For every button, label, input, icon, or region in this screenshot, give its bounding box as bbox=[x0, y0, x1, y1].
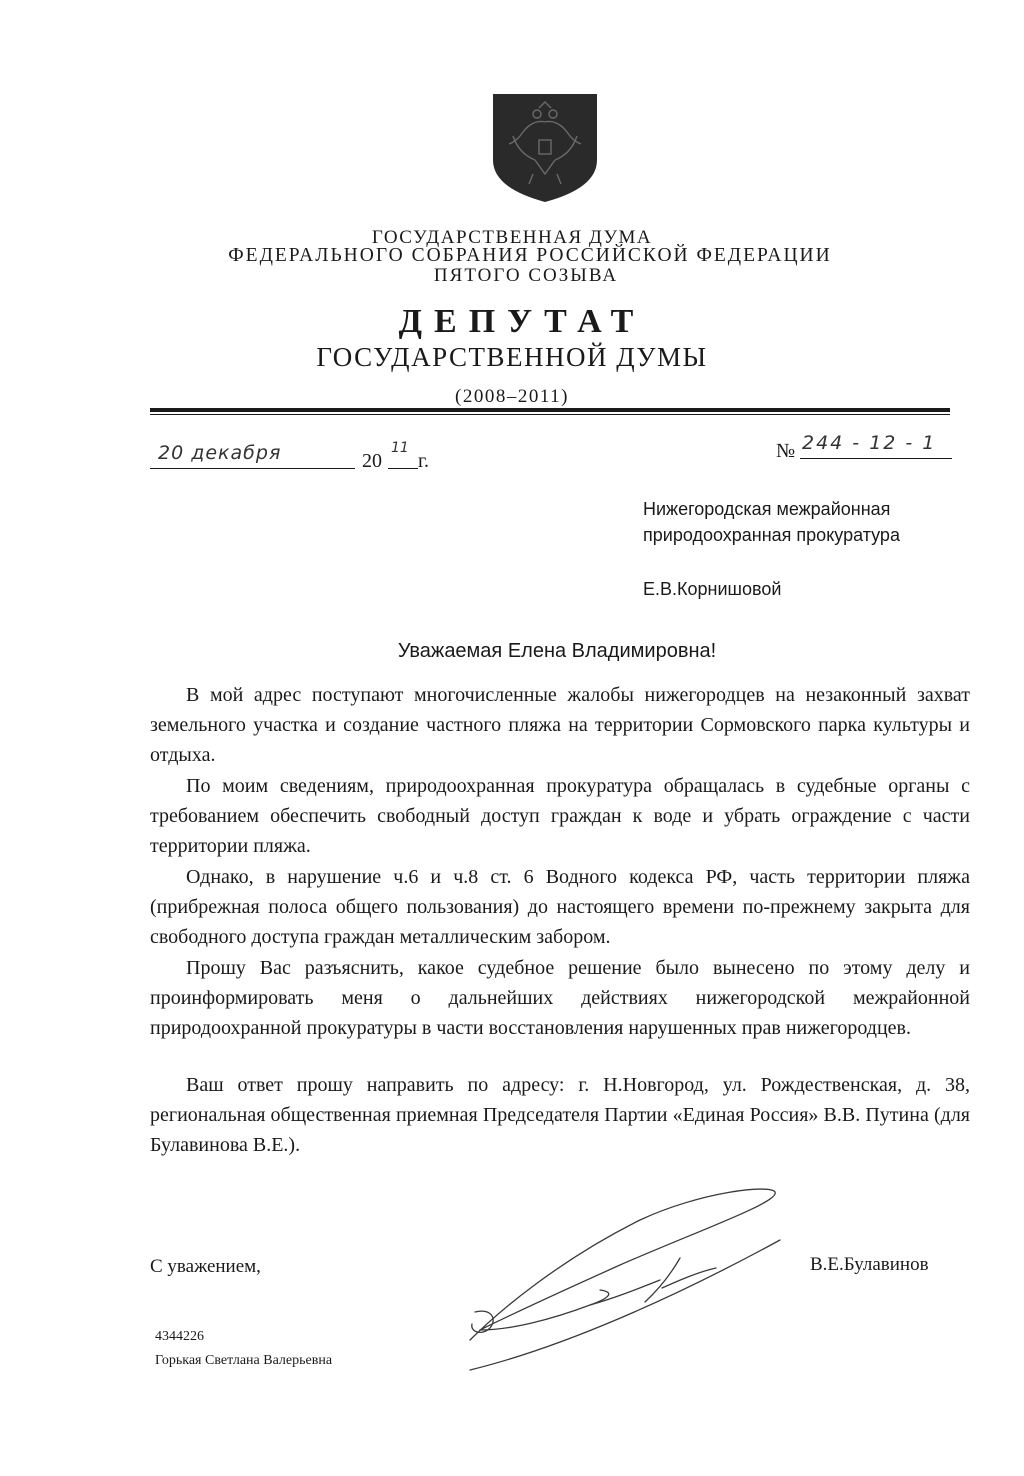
org-line-3: ПЯТОГО СОЗЫВА bbox=[433, 265, 619, 286]
closing-regards: С уважением, bbox=[150, 1256, 261, 1277]
letterhead-title: ДЕПУТАТ bbox=[398, 303, 646, 340]
letter-number bbox=[776, 432, 956, 476]
executor-phone: 4344226 bbox=[155, 1329, 204, 1344]
number-handwritten: 244 - 12 - 1 bbox=[802, 432, 937, 454]
body-paragraph-3: Однако, в нарушение ч.6 и ч.8 ст. 6 Водного кодекса РФ, часть территории пляжа (прибрежная полоса общего пользования) до настоящего времени по-прежнему закрыта для свободного доступа граждан металлическим забором. bbox=[150, 866, 970, 948]
addressee-line-2: природоохранная прокуратура bbox=[643, 525, 900, 545]
year-prefix: 20 bbox=[362, 450, 382, 472]
date-underline bbox=[150, 468, 355, 469]
letterhead-subtitle: ГОСУДАРСТВЕННОЙ ДУМЫ bbox=[316, 342, 708, 372]
salutation: Уважаемая Елена Владимировна! bbox=[397, 640, 717, 662]
convocation-term: (2008–2011) bbox=[455, 386, 569, 407]
body-paragraph-4: Прошу Вас разъяснить, какое судебное решение было вынесено по этому делу и проинформировать меня о дальнейших действиях нижегородской межрайонной природоохранной прокуратуры в части восстановления нарушенных прав нижегородцев. bbox=[150, 957, 970, 1039]
date-handwritten: 20 декабря bbox=[158, 442, 282, 464]
addressee-line-1: Нижегородская межрайонная bbox=[643, 499, 891, 519]
signer-name: В.Е.Булавинов bbox=[810, 1254, 929, 1275]
addressee-name: Е.В.Корнишовой bbox=[643, 579, 782, 599]
year-underline bbox=[388, 468, 418, 469]
signature-icon bbox=[440, 1180, 790, 1380]
org-line-2: ФЕДЕРАЛЬНОГО СОБРАНИЯ РОССИЙСКОЙ ФЕДЕРАЦИИ bbox=[228, 245, 832, 266]
number-underline bbox=[800, 458, 952, 459]
body-paragraph-5: Ваш ответ прошу направить по адресу: г. Н.Новгород, ул. Рождественская, д. 38, региональная общественная приемная Председателя Партии «Единая Россия» В.В. Путина (для Булавинова В.Е.). bbox=[150, 1074, 970, 1156]
body-paragraph-2: По моим сведениям, природоохранная прокуратура обращалась в судебные органы с требованием обеспечить свободный доступ граждан к воде и убрать ограждение с части территории пляжа. bbox=[150, 775, 970, 857]
year-suffix: г. bbox=[418, 450, 429, 472]
header-divider-thick bbox=[150, 408, 950, 412]
coat-of-arms-icon bbox=[489, 92, 601, 204]
executor-name: Горькая Светлана Валерьевна bbox=[155, 1353, 333, 1368]
body-paragraph-1: В мой адрес поступают многочисленные жалобы нижегородцев на незаконный захват земельного участка и создание частного пляжа на территории Сормовского парка культуры и отдыха. bbox=[150, 684, 970, 766]
number-sign: № bbox=[776, 440, 796, 462]
year-handwritten: 11 bbox=[391, 440, 409, 456]
header-divider-thin bbox=[150, 414, 950, 415]
org-line-1: ГОСУДАРСТВЕННАЯ ДУМА bbox=[371, 227, 653, 248]
letter-date bbox=[150, 442, 450, 482]
